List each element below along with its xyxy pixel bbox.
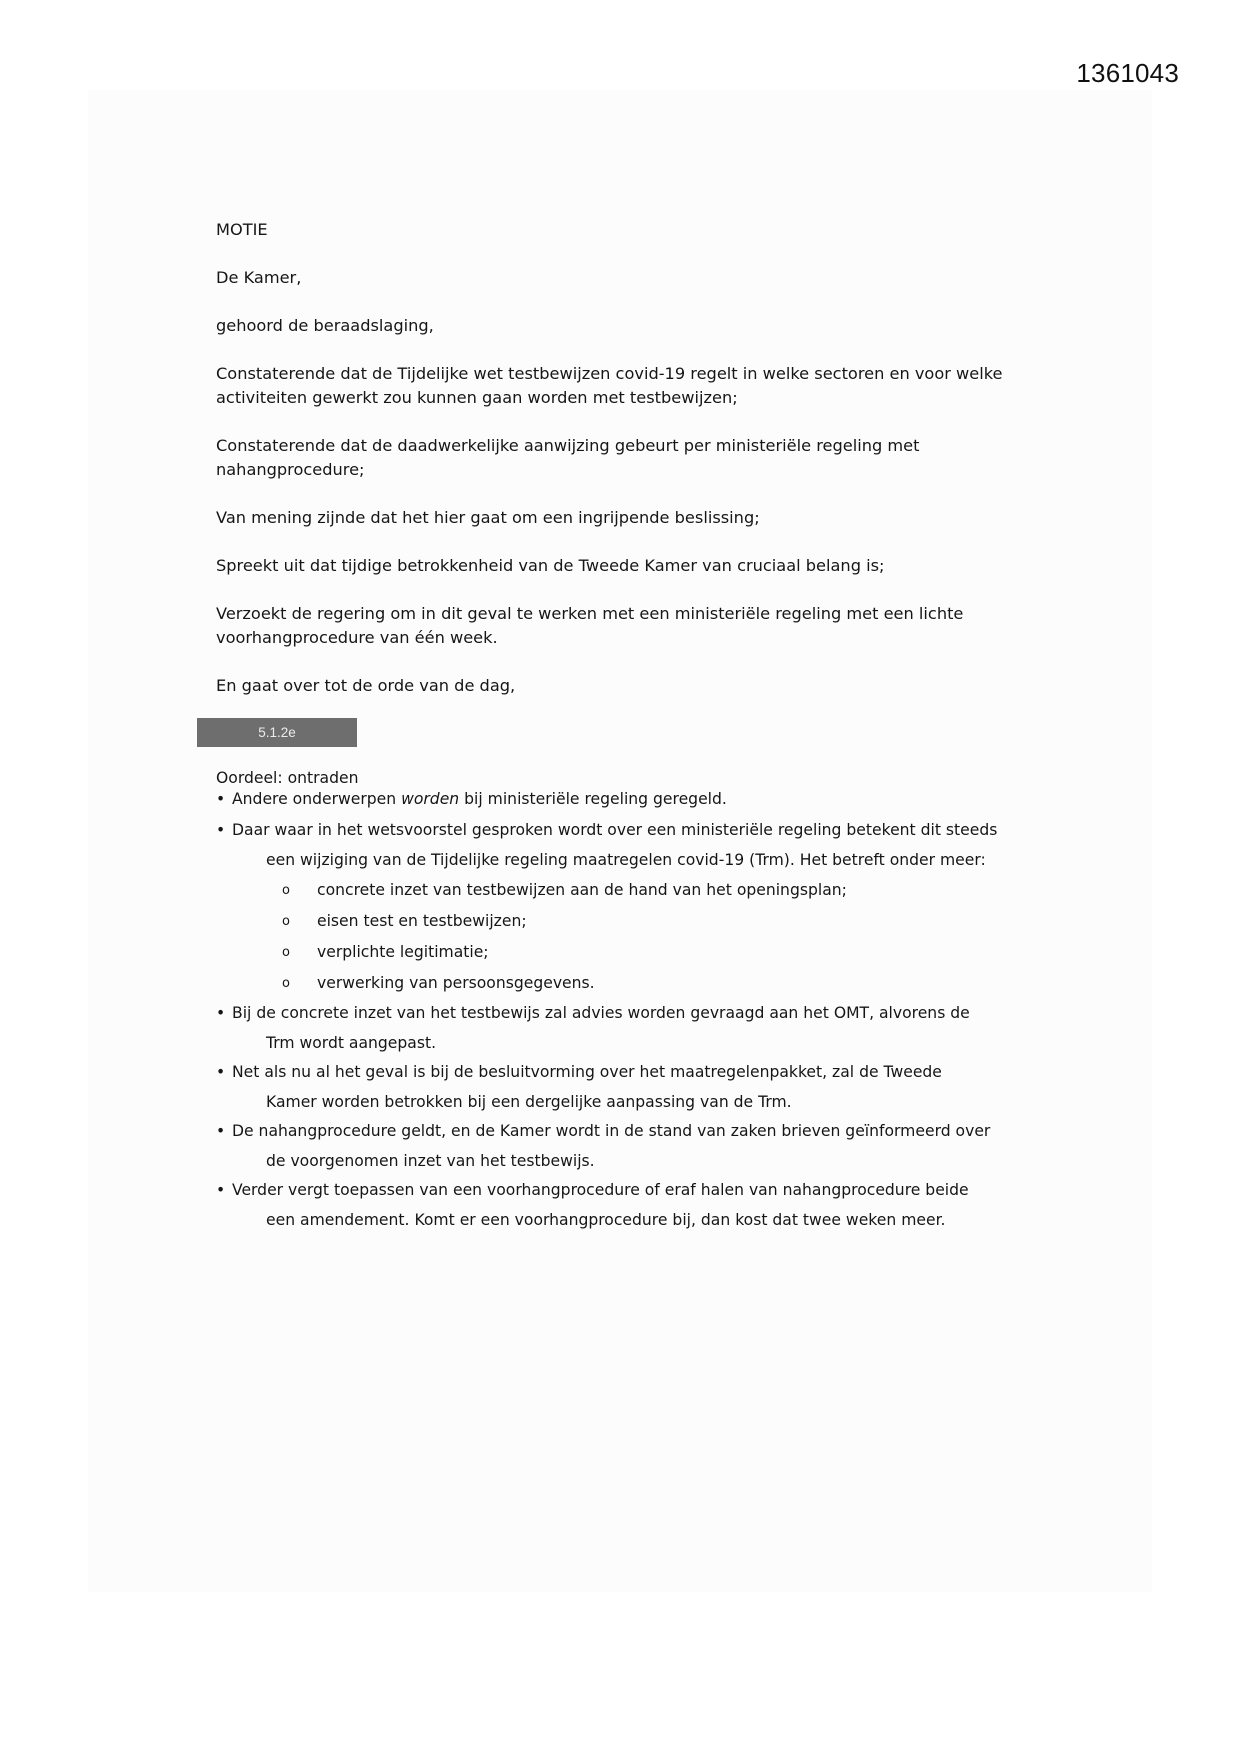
advice-bullet: • Bij de concrete inzet van het testbewijs zal advies worden gevraagd aan het OMT, alvorens de Trm wordt aangepast.	[216, 999, 1056, 1058]
redaction-label: 5.1.2e	[258, 725, 296, 740]
advice-bullet: • Net als nu al het geval is bij de besluitvorming over het maatregelenpakket, zal de Tweede Kamer worden betrokken bij een dergelijke aanpassing van de Trm.	[216, 1058, 1056, 1117]
motion-paragraph: Verzoekt de regering om in dit geval te werken met een ministeriële regeling met een lichte voorhangprocedure van één week.	[216, 604, 964, 647]
advice-subitem: o eisen test en testbewijzen;	[232, 906, 1056, 937]
motion-paragraph: De Kamer,	[216, 268, 302, 287]
motion-paragraph: En gaat over tot de orde van de dag,	[216, 676, 516, 695]
advice-subitem: o concrete inzet van testbewijzen aan de hand van het openingsplan;	[232, 875, 1056, 906]
advice-title: Oordeel: ontraden	[216, 769, 359, 787]
advice-bullet: • Andere onderwerpen worden bij ministeriële regeling geregeld.	[216, 788, 1056, 810]
motion-heading: MOTIE	[216, 220, 268, 239]
advice-bullet: • De nahangprocedure geldt, en de Kamer wordt in de stand van zaken brieven geïnformeerd over de voorgenomen inzet van het testbewijs.	[216, 1117, 1056, 1176]
motion-paragraph: Constaterende dat de Tijdelijke wet testbewijzen covid-19 regelt in welke sectoren en voor welke activiteiten gewerkt zou kunnen gaan worden met testbewijzen;	[216, 364, 1003, 407]
emphasis: worden	[401, 790, 460, 808]
motion-text	[216, 218, 1046, 698]
advice-list	[216, 788, 1056, 1235]
advice-bullet: • Verder vergt toepassen van een voorhangprocedure of eraf halen van nahangprocedure beide een amendement. Komt er een voorhangprocedure bij, dan kost dat twee weken meer.	[216, 1176, 1056, 1235]
advice-section	[216, 768, 1056, 1235]
redaction-box	[197, 718, 357, 747]
advice-subitem: o verplichte legitimatie;	[232, 937, 1056, 968]
motion-paragraph: Spreekt uit dat tijdige betrokkenheid van de Tweede Kamer van cruciaal belang is;	[216, 556, 885, 575]
advice-subitem: o verwerking van persoonsgegevens.	[232, 968, 1056, 999]
motion-paragraph: Van mening zijnde dat het hier gaat om een ingrijpende beslissing;	[216, 508, 760, 527]
motion-paragraph: Constaterende dat de daadwerkelijke aanwijzing gebeurt per ministeriële regeling met nahangprocedure;	[216, 436, 920, 479]
motion-paragraph: gehoord de beraadslaging,	[216, 316, 434, 335]
advice-sublist	[232, 875, 1056, 999]
document-number: 1361043	[1076, 58, 1179, 88]
advice-bullet: • Daar waar in het wetsvoorstel gesproken wordt over een ministeriële regeling betekent dit steeds een wijziging van de Tijdelijke regeling maatregelen covid-19 (Trm). Het betreft onder meer: o concrete inzet van testbewijzen aan de hand van het openingsplan; o eisen test en testbewijzen; o verplichte legitimatie; o verwerking van persoonsgegevens.	[216, 816, 1056, 999]
